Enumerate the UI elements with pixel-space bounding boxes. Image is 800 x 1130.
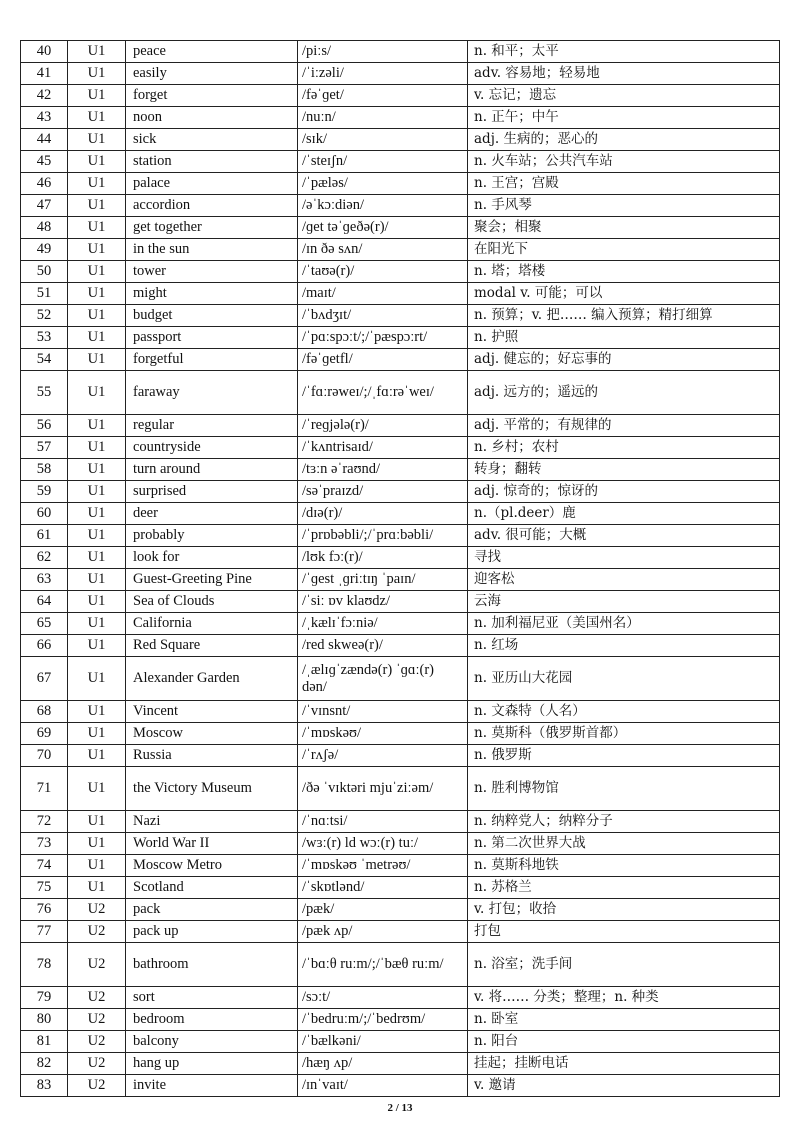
- pronunciation-cell: /ˈbedruːm/;/ˈbedrʊm/: [298, 1009, 468, 1031]
- word-cell: deer: [126, 503, 298, 525]
- row-number: 74: [21, 855, 68, 877]
- word-cell: turn around: [126, 459, 298, 481]
- unit-cell: U2: [68, 943, 126, 987]
- meaning-cell: n. 和平；太平: [468, 41, 780, 63]
- word-cell: Red Square: [126, 635, 298, 657]
- unit-cell: U1: [68, 591, 126, 613]
- unit-cell: U1: [68, 525, 126, 547]
- meaning-cell: n. 红场: [468, 635, 780, 657]
- table-row: [21, 701, 780, 723]
- table-row: [21, 305, 780, 327]
- table-row: [21, 1009, 780, 1031]
- pronunciation-cell: /ˈpɑːspɔːt/;/ˈpæspɔːrt/: [298, 327, 468, 349]
- word-cell: faraway: [126, 371, 298, 415]
- table-row: [21, 1075, 780, 1097]
- word-cell: Vincent: [126, 701, 298, 723]
- table-row: [21, 525, 780, 547]
- table-row: [21, 745, 780, 767]
- unit-cell: U1: [68, 437, 126, 459]
- word-cell: look for: [126, 547, 298, 569]
- row-number: 72: [21, 811, 68, 833]
- word-cell: forgetful: [126, 349, 298, 371]
- meaning-cell: n. 胜利博物馆: [468, 767, 780, 811]
- table-row: [21, 503, 780, 525]
- meaning-cell: 迎客松: [468, 569, 780, 591]
- pronunciation-cell: /pæk ʌp/: [298, 921, 468, 943]
- row-number: 79: [21, 987, 68, 1009]
- unit-cell: U1: [68, 767, 126, 811]
- row-number: 75: [21, 877, 68, 899]
- row-number: 40: [21, 41, 68, 63]
- pronunciation-cell: /səˈpraɪzd/: [298, 481, 468, 503]
- unit-cell: U1: [68, 459, 126, 481]
- unit-cell: U2: [68, 1053, 126, 1075]
- meaning-cell: n. 火车站；公共汽车站: [468, 151, 780, 173]
- table-row: [21, 195, 780, 217]
- unit-cell: U1: [68, 129, 126, 151]
- unit-cell: U1: [68, 547, 126, 569]
- meaning-cell: n. 预算；v. 把…… 编入预算；精打细算: [468, 305, 780, 327]
- pronunciation-cell: /wɜː(r) ld wɔː(r) tuː/: [298, 833, 468, 855]
- unit-cell: U1: [68, 85, 126, 107]
- row-number: 67: [21, 657, 68, 701]
- vocabulary-sheet: [20, 40, 779, 1097]
- unit-cell: U1: [68, 877, 126, 899]
- unit-cell: U1: [68, 723, 126, 745]
- table-row: [21, 63, 780, 85]
- pronunciation-cell: /fəˈɡet/: [298, 85, 468, 107]
- row-number: 70: [21, 745, 68, 767]
- table-row: [21, 151, 780, 173]
- table-row: [21, 877, 780, 899]
- word-cell: World War II: [126, 833, 298, 855]
- table-row: [21, 129, 780, 151]
- word-cell: countryside: [126, 437, 298, 459]
- row-number: 44: [21, 129, 68, 151]
- unit-cell: U1: [68, 151, 126, 173]
- unit-cell: U1: [68, 349, 126, 371]
- word-cell: hang up: [126, 1053, 298, 1075]
- vocabulary-table: [20, 40, 780, 1097]
- word-cell: the Victory Museum: [126, 767, 298, 811]
- word-cell: pack up: [126, 921, 298, 943]
- row-number: 61: [21, 525, 68, 547]
- word-cell: Scotland: [126, 877, 298, 899]
- word-cell: pack: [126, 899, 298, 921]
- pronunciation-cell: /əˈkɔːdiən/: [298, 195, 468, 217]
- unit-cell: U1: [68, 41, 126, 63]
- table-row: [21, 239, 780, 261]
- word-cell: tower: [126, 261, 298, 283]
- meaning-cell: 打包: [468, 921, 780, 943]
- row-number: 66: [21, 635, 68, 657]
- unit-cell: U1: [68, 745, 126, 767]
- word-cell: regular: [126, 415, 298, 437]
- row-number: 81: [21, 1031, 68, 1053]
- word-cell: palace: [126, 173, 298, 195]
- word-cell: bathroom: [126, 943, 298, 987]
- row-number: 76: [21, 899, 68, 921]
- meaning-cell: adj. 惊奇的；惊讶的: [468, 481, 780, 503]
- meaning-cell: 云海: [468, 591, 780, 613]
- meaning-cell: adj. 生病的；恶心的: [468, 129, 780, 151]
- meaning-cell: n. 乡村；农村: [468, 437, 780, 459]
- row-number: 55: [21, 371, 68, 415]
- row-number: 50: [21, 261, 68, 283]
- word-cell: passport: [126, 327, 298, 349]
- word-cell: probably: [126, 525, 298, 547]
- meaning-cell: adv. 很可能；大概: [468, 525, 780, 547]
- meaning-cell: n. 王宫；宫殿: [468, 173, 780, 195]
- row-number: 48: [21, 217, 68, 239]
- unit-cell: U1: [68, 261, 126, 283]
- table-row: [21, 107, 780, 129]
- table-row: [21, 987, 780, 1009]
- pronunciation-cell: /ɡet təˈɡeðə(r)/: [298, 217, 468, 239]
- row-number: 82: [21, 1053, 68, 1075]
- unit-cell: U1: [68, 855, 126, 877]
- table-row: [21, 833, 780, 855]
- table-row: [21, 613, 780, 635]
- table-row: [21, 899, 780, 921]
- table-row: [21, 41, 780, 63]
- table-row: [21, 547, 780, 569]
- meaning-cell: 聚会；相聚: [468, 217, 780, 239]
- table-row: [21, 1053, 780, 1075]
- row-number: 41: [21, 63, 68, 85]
- meaning-cell: adj. 健忘的；好忘事的: [468, 349, 780, 371]
- pronunciation-cell: /maɪt/: [298, 283, 468, 305]
- table-row: [21, 371, 780, 415]
- pronunciation-cell: /ˈnɑːtsi/: [298, 811, 468, 833]
- meaning-cell: v. 忘记；遗忘: [468, 85, 780, 107]
- unit-cell: U2: [68, 921, 126, 943]
- pronunciation-cell: /sɪk/: [298, 129, 468, 151]
- row-number: 42: [21, 85, 68, 107]
- unit-cell: U1: [68, 569, 126, 591]
- word-cell: Alexander Garden: [126, 657, 298, 701]
- table-row: [21, 327, 780, 349]
- pronunciation-cell: /ˈbʌdʒɪt/: [298, 305, 468, 327]
- meaning-cell: modal v. 可能；可以: [468, 283, 780, 305]
- word-cell: sick: [126, 129, 298, 151]
- table-row: [21, 349, 780, 371]
- row-number: 65: [21, 613, 68, 635]
- pronunciation-cell: /tɜːn əˈraʊnd/: [298, 459, 468, 481]
- pronunciation-cell: /fəˈɡetfl/: [298, 349, 468, 371]
- pronunciation-cell: /ˈpæləs/: [298, 173, 468, 195]
- word-cell: get together: [126, 217, 298, 239]
- meaning-cell: n. 莫斯科（俄罗斯首都）: [468, 723, 780, 745]
- unit-cell: U1: [68, 327, 126, 349]
- meaning-cell: n. 文森特（人名）: [468, 701, 780, 723]
- row-number: 52: [21, 305, 68, 327]
- word-cell: California: [126, 613, 298, 635]
- meaning-cell: v. 邀请: [468, 1075, 780, 1097]
- meaning-cell: 挂起；挂断电话: [468, 1053, 780, 1075]
- pronunciation-cell: /ðə ˈvɪktəri mjuˈziːəm/: [298, 767, 468, 811]
- meaning-cell: n. 俄罗斯: [468, 745, 780, 767]
- table-row: [21, 591, 780, 613]
- word-cell: noon: [126, 107, 298, 129]
- row-number: 57: [21, 437, 68, 459]
- meaning-cell: 寻找: [468, 547, 780, 569]
- meaning-cell: adj. 远方的；遥远的: [468, 371, 780, 415]
- row-number: 59: [21, 481, 68, 503]
- pronunciation-cell: /ˈmɒskəʊ ˈmetrəʊ/: [298, 855, 468, 877]
- row-number: 60: [21, 503, 68, 525]
- pronunciation-cell: /ˈprɒbəbli/;/ˈprɑːbəbli/: [298, 525, 468, 547]
- unit-cell: U1: [68, 371, 126, 415]
- table-row: [21, 173, 780, 195]
- word-cell: might: [126, 283, 298, 305]
- row-number: 53: [21, 327, 68, 349]
- table-row: [21, 723, 780, 745]
- table-row: [21, 767, 780, 811]
- row-number: 80: [21, 1009, 68, 1031]
- unit-cell: U1: [68, 305, 126, 327]
- unit-cell: U1: [68, 107, 126, 129]
- row-number: 71: [21, 767, 68, 811]
- meaning-cell: n. 苏格兰: [468, 877, 780, 899]
- pronunciation-cell: /nuːn/: [298, 107, 468, 129]
- row-number: 62: [21, 547, 68, 569]
- word-cell: Moscow: [126, 723, 298, 745]
- table-row: [21, 569, 780, 591]
- meaning-cell: n. 阳台: [468, 1031, 780, 1053]
- pronunciation-cell: /ɪn ðə sʌn/: [298, 239, 468, 261]
- word-cell: station: [126, 151, 298, 173]
- pronunciation-cell: /sɔːt/: [298, 987, 468, 1009]
- word-cell: Russia: [126, 745, 298, 767]
- meaning-cell: n. 护照: [468, 327, 780, 349]
- meaning-cell: n. 正午；中午: [468, 107, 780, 129]
- meaning-cell: v. 将…… 分类；整理；n. 种类: [468, 987, 780, 1009]
- row-number: 68: [21, 701, 68, 723]
- pronunciation-cell: /ˈskɒtlənd/: [298, 877, 468, 899]
- table-row: [21, 437, 780, 459]
- unit-cell: U1: [68, 657, 126, 701]
- meaning-cell: n. 浴室；洗手间: [468, 943, 780, 987]
- meaning-cell: adv. 容易地；轻易地: [468, 63, 780, 85]
- unit-cell: U2: [68, 899, 126, 921]
- table-row: [21, 855, 780, 877]
- table-row: [21, 1031, 780, 1053]
- pronunciation-cell: /ˈvɪnsnt/: [298, 701, 468, 723]
- table-row: [21, 635, 780, 657]
- table-row: [21, 261, 780, 283]
- meaning-cell: n. 手风琴: [468, 195, 780, 217]
- row-number: 73: [21, 833, 68, 855]
- table-row: [21, 921, 780, 943]
- meaning-cell: n. 纳粹党人；纳粹分子: [468, 811, 780, 833]
- unit-cell: U1: [68, 811, 126, 833]
- row-number: 46: [21, 173, 68, 195]
- vocabulary-table-body: [21, 41, 780, 1097]
- unit-cell: U1: [68, 283, 126, 305]
- word-cell: Sea of Clouds: [126, 591, 298, 613]
- unit-cell: U1: [68, 613, 126, 635]
- word-cell: Guest-Greeting Pine: [126, 569, 298, 591]
- table-row: [21, 657, 780, 701]
- unit-cell: U1: [68, 635, 126, 657]
- word-cell: Moscow Metro: [126, 855, 298, 877]
- row-number: 54: [21, 349, 68, 371]
- row-number: 64: [21, 591, 68, 613]
- table-row: [21, 811, 780, 833]
- meaning-cell: adj. 平常的；有规律的: [468, 415, 780, 437]
- meaning-cell: v. 打包；收拾: [468, 899, 780, 921]
- meaning-cell: n.（pl.deer）鹿: [468, 503, 780, 525]
- unit-cell: U1: [68, 217, 126, 239]
- unit-cell: U1: [68, 701, 126, 723]
- unit-cell: U1: [68, 833, 126, 855]
- unit-cell: U1: [68, 195, 126, 217]
- unit-cell: U1: [68, 239, 126, 261]
- word-cell: Nazi: [126, 811, 298, 833]
- pronunciation-cell: /ˈbælkəni/: [298, 1031, 468, 1053]
- table-row: [21, 85, 780, 107]
- pronunciation-cell: /ˈsteɪʃn/: [298, 151, 468, 173]
- word-cell: balcony: [126, 1031, 298, 1053]
- pronunciation-cell: /ˈsiː ɒv klaʊdz/: [298, 591, 468, 613]
- pronunciation-cell: /hæŋ ʌp/: [298, 1053, 468, 1075]
- meaning-cell: n. 卧室: [468, 1009, 780, 1031]
- meaning-cell: n. 加利福尼亚（美国州名）: [468, 613, 780, 635]
- meaning-cell: 转身；翻转: [468, 459, 780, 481]
- pronunciation-cell: /ˈɡest ˌɡriːtɪŋ ˈpaɪn/: [298, 569, 468, 591]
- row-number: 56: [21, 415, 68, 437]
- unit-cell: U2: [68, 1031, 126, 1053]
- meaning-cell: n. 亚历山大花园: [468, 657, 780, 701]
- row-number: 83: [21, 1075, 68, 1097]
- word-cell: easily: [126, 63, 298, 85]
- pronunciation-cell: /ˈbɑːθ ruːm/;/ˈbæθ ruːm/: [298, 943, 468, 987]
- meaning-cell: n. 第二次世界大战: [468, 833, 780, 855]
- pronunciation-cell: /ˈkʌntrisaɪd/: [298, 437, 468, 459]
- unit-cell: U1: [68, 481, 126, 503]
- word-cell: sort: [126, 987, 298, 1009]
- pronunciation-cell: /ɪnˈvaɪt/: [298, 1075, 468, 1097]
- meaning-cell: 在阳光下: [468, 239, 780, 261]
- unit-cell: U2: [68, 987, 126, 1009]
- unit-cell: U1: [68, 415, 126, 437]
- word-cell: bedroom: [126, 1009, 298, 1031]
- row-number: 58: [21, 459, 68, 481]
- table-row: [21, 283, 780, 305]
- unit-cell: U2: [68, 1075, 126, 1097]
- pronunciation-cell: /ˈreɡjələ(r)/: [298, 415, 468, 437]
- pronunciation-cell: /ˈmɒskəʊ/: [298, 723, 468, 745]
- unit-cell: U1: [68, 503, 126, 525]
- pronunciation-cell: /ˌælɪɡˈzændə(r) ˈɡɑː(r) dən/: [298, 657, 468, 701]
- row-number: 43: [21, 107, 68, 129]
- row-number: 45: [21, 151, 68, 173]
- row-number: 47: [21, 195, 68, 217]
- pronunciation-cell: /red skweə(r)/: [298, 635, 468, 657]
- pronunciation-cell: /ˈiːzəli/: [298, 63, 468, 85]
- unit-cell: U1: [68, 63, 126, 85]
- pronunciation-cell: /ˌkælɪˈfɔːniə/: [298, 613, 468, 635]
- pronunciation-cell: /dɪə(r)/: [298, 503, 468, 525]
- word-cell: budget: [126, 305, 298, 327]
- table-row: [21, 459, 780, 481]
- pronunciation-cell: /ˈtaʊə(r)/: [298, 261, 468, 283]
- pronunciation-cell: /piːs/: [298, 41, 468, 63]
- word-cell: accordion: [126, 195, 298, 217]
- meaning-cell: n. 莫斯科地铁: [468, 855, 780, 877]
- row-number: 49: [21, 239, 68, 261]
- word-cell: invite: [126, 1075, 298, 1097]
- row-number: 63: [21, 569, 68, 591]
- word-cell: surprised: [126, 481, 298, 503]
- table-row: [21, 415, 780, 437]
- meaning-cell: n. 塔；塔楼: [468, 261, 780, 283]
- pronunciation-cell: /ˈrʌʃə/: [298, 745, 468, 767]
- table-row: [21, 943, 780, 987]
- page-number: 2 / 13: [387, 1102, 413, 1114]
- table-row: [21, 217, 780, 239]
- pronunciation-cell: /ˈfɑːrəweɪ/;/ˌfɑːrəˈweɪ/: [298, 371, 468, 415]
- row-number: 69: [21, 723, 68, 745]
- word-cell: peace: [126, 41, 298, 63]
- word-cell: forget: [126, 85, 298, 107]
- row-number: 77: [21, 921, 68, 943]
- word-cell: in the sun: [126, 239, 298, 261]
- table-row: [21, 481, 780, 503]
- pronunciation-cell: /pæk/: [298, 899, 468, 921]
- unit-cell: U2: [68, 1009, 126, 1031]
- unit-cell: U1: [68, 173, 126, 195]
- row-number: 51: [21, 283, 68, 305]
- row-number: 78: [21, 943, 68, 987]
- pronunciation-cell: /lʊk fɔː(r)/: [298, 547, 468, 569]
